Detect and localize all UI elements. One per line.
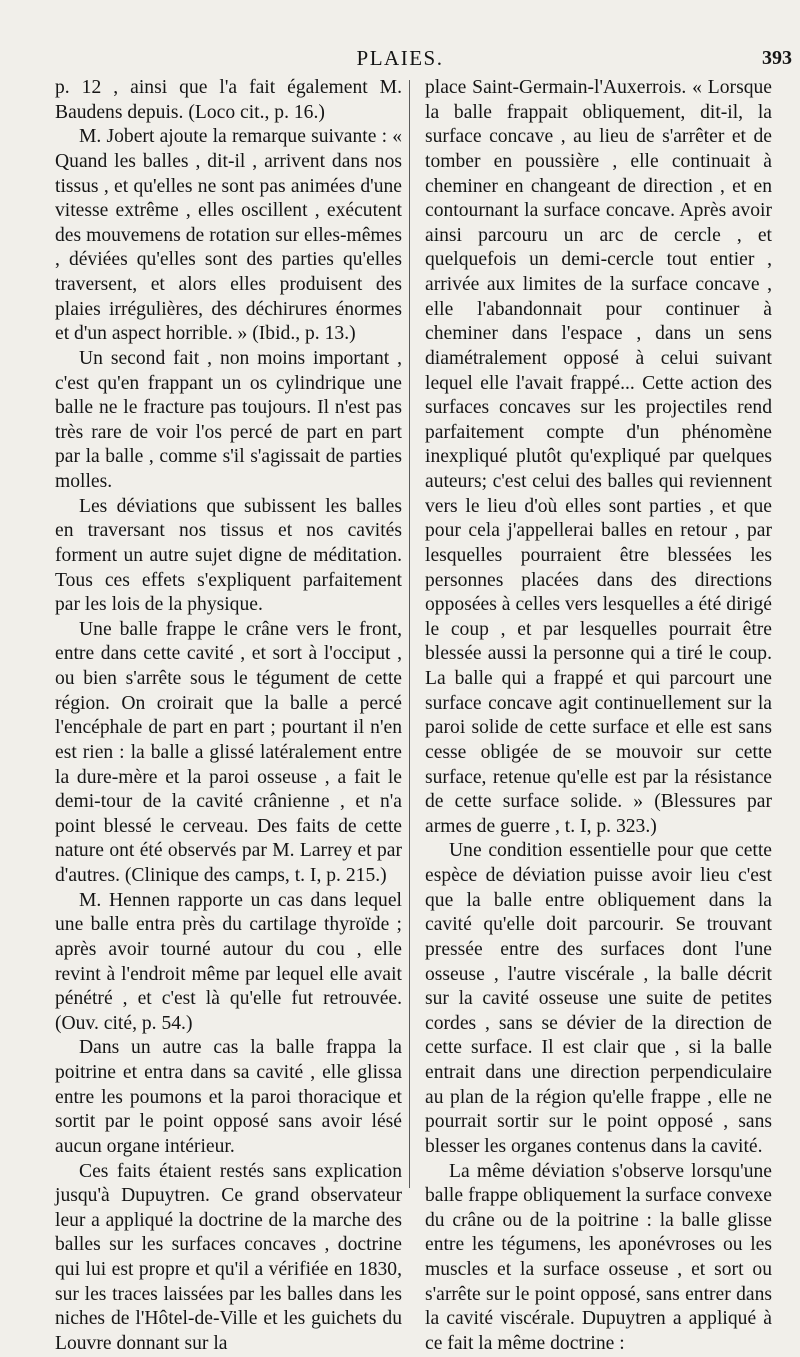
left-column [55,76,402,1357]
paragraph: M. Jobert ajoute la remarque suivante : « Quand les balles , dit-il , arrivent dans nos tissus , et qu'elles ne sont pas animées d'une vitesse extrême , elles oscillent , exécutent des mouvemens de rotation sur elles-mêmes , déviées qu'elles sont des parties qu'elles traversent, et alors elles produisent des plaies irrégulières, des déchirures énormes et d'un aspect horrible. » (Ibid., p. 13.) [55,126,402,345]
paragraph: Une condition essentielle pour que cette espèce de déviation puisse avoir lieu c'est que la balle entre obliquement dans la cavité qu'elle doit parcourir. Se trouvant pressée entre des surfaces dont l'une osseuse , l'autre viscérale , la balle décrit sur la cavité osseuse une suite de petites cordes , sans se dévier de la direction de cette surface. Il est clair que , si la balle entrait dans une direction perpendiculaire au plan de la région qu'elle frappe , elle ne pourrait sortir sur le point opposé , sans blesser les organes contenus dans la cavité. [425,840,772,1157]
paragraph: M. Hennen rapporte un cas dans lequel une balle entra près du cartilage thyroïde ; après avoir tourné autour du cou , elle revint à l'endroit même par lequel elle avait pénétré , et c'est là qu'elle fut retrouvée. (Ouv. cité, p. 54.) [55,889,402,1034]
paragraph: La même déviation s'observe lorsqu'une balle frappe obliquement la surface convexe du crâne ou de la poitrine : la balle glisse entre les tégumens, les aponévroses ou les muscles et la surface osseuse , et sort ou s'arrête sur le point opposé, sans entrer dans la cavité viscérale. Dupuytren a appliqué à ce fait la même doctrine : [425,1160,772,1354]
paragraph: Une balle frappe le crâne vers le front, entre dans cette cavité , et sort à l'occiput , ou bien s'arrête sous le tégument de cette région. On croirait que la balle a percé l'encéphale de part en part ; pourtant il n'en est rien : la balle a glissé latéralement entre la dure-mère et la paroi osseuse , a fait le demi-tour de la cavité crânienne , et n'a point blessé le cerveau. Des faits de cette nature ont été observés par M. Larrey et par d'autres. (Clinique des camps, t. I, p. 215.) [55,618,402,886]
paragraph: place Saint-Germain-l'Auxerrois. « Lorsque la balle frappait obliquement, dit-il, la surface concave , au lieu de s'arrêter et de tomber en poussière , elle continuait à cheminer en changeant de direction , et en contournant la surface concave. Après avoir ainsi parcouru un arc de cercle , et quelquefois un demi-cercle tout entier , arrivée aux limites de la surface concave , elle l'abandonnait pour continuer à cheminer dans l'espace , dans un sens diamétralement opposé à celui suivant lequel elle l'avait frappé... Cette action des surfaces concaves sur les projectiles rend parfaitement compte d'un phénomène inexpliqué plutôt qu'expliqué par quelques auteurs; c'est celui des balles qui reviennent vers le lieu d'où elles sont parties , et que pour cela j'appellerai balles en retour , par lesquelles pourraient être blessées les personnes placées dans des directions opposées à celles vers lesquelles a été dirigé le coup , et par lesquelles pourrait être blessée aussi la personne qui a tiré le coup. La balle qui a frappé et qui parcourt une surface concave agit continuellement sur la paroi solide de cette surface et elle est sans cesse obligée de se mouvoir sur cette surface, retenue qu'elle est par la résistance de cette surface solide. » (Blessures par armes de guerre , t. I, p. 323.) [425,77,772,837]
paragraph: Ces faits étaient restés sans explication jusqu'à Dupuytren. Ce grand observateur leur a appliqué la doctrine de la marche des balles sur les surfaces concaves , doctrine qui lui est propre et qu'il a vérifiée en 1830, sur les traces laissées par les balles dans les niches de l'Hôtel-de-Ville et les guichets du Louvre donnant sur la [55,1160,402,1354]
running-title: PLAIES. [356,46,444,70]
paragraph: Dans un autre cas la balle frappa la poitrine et entra dans sa cavité , elle glissa entre les poumons et la paroi thoracique et sortit par le point opposé sans avoir lésé aucun organe intérieur. [55,1037,402,1157]
paragraph: p. 12 , ainsi que l'a fait également M. Baudens depuis. (Loco cit., p. 16.) [55,77,402,123]
paragraph: Un second fait , non moins important , c'est qu'en frappant un os cylindrique une balle ne le fracture pas toujours. Il n'est pas très rare de voir l'os percé de part en part par la balle , comme s'il s'agissait de parties molles. [55,347,402,492]
page-header [0,46,800,76]
page-number: 393 [762,47,792,69]
right-column [425,76,772,1357]
column-divider [409,80,410,1188]
paragraph: Les déviations que subissent les balles en traversant nos tissus et nos cavités forment un autre sujet digne de méditation. Tous ces effets s'expliquent parfaitement par les lois de la physique. [55,495,402,616]
